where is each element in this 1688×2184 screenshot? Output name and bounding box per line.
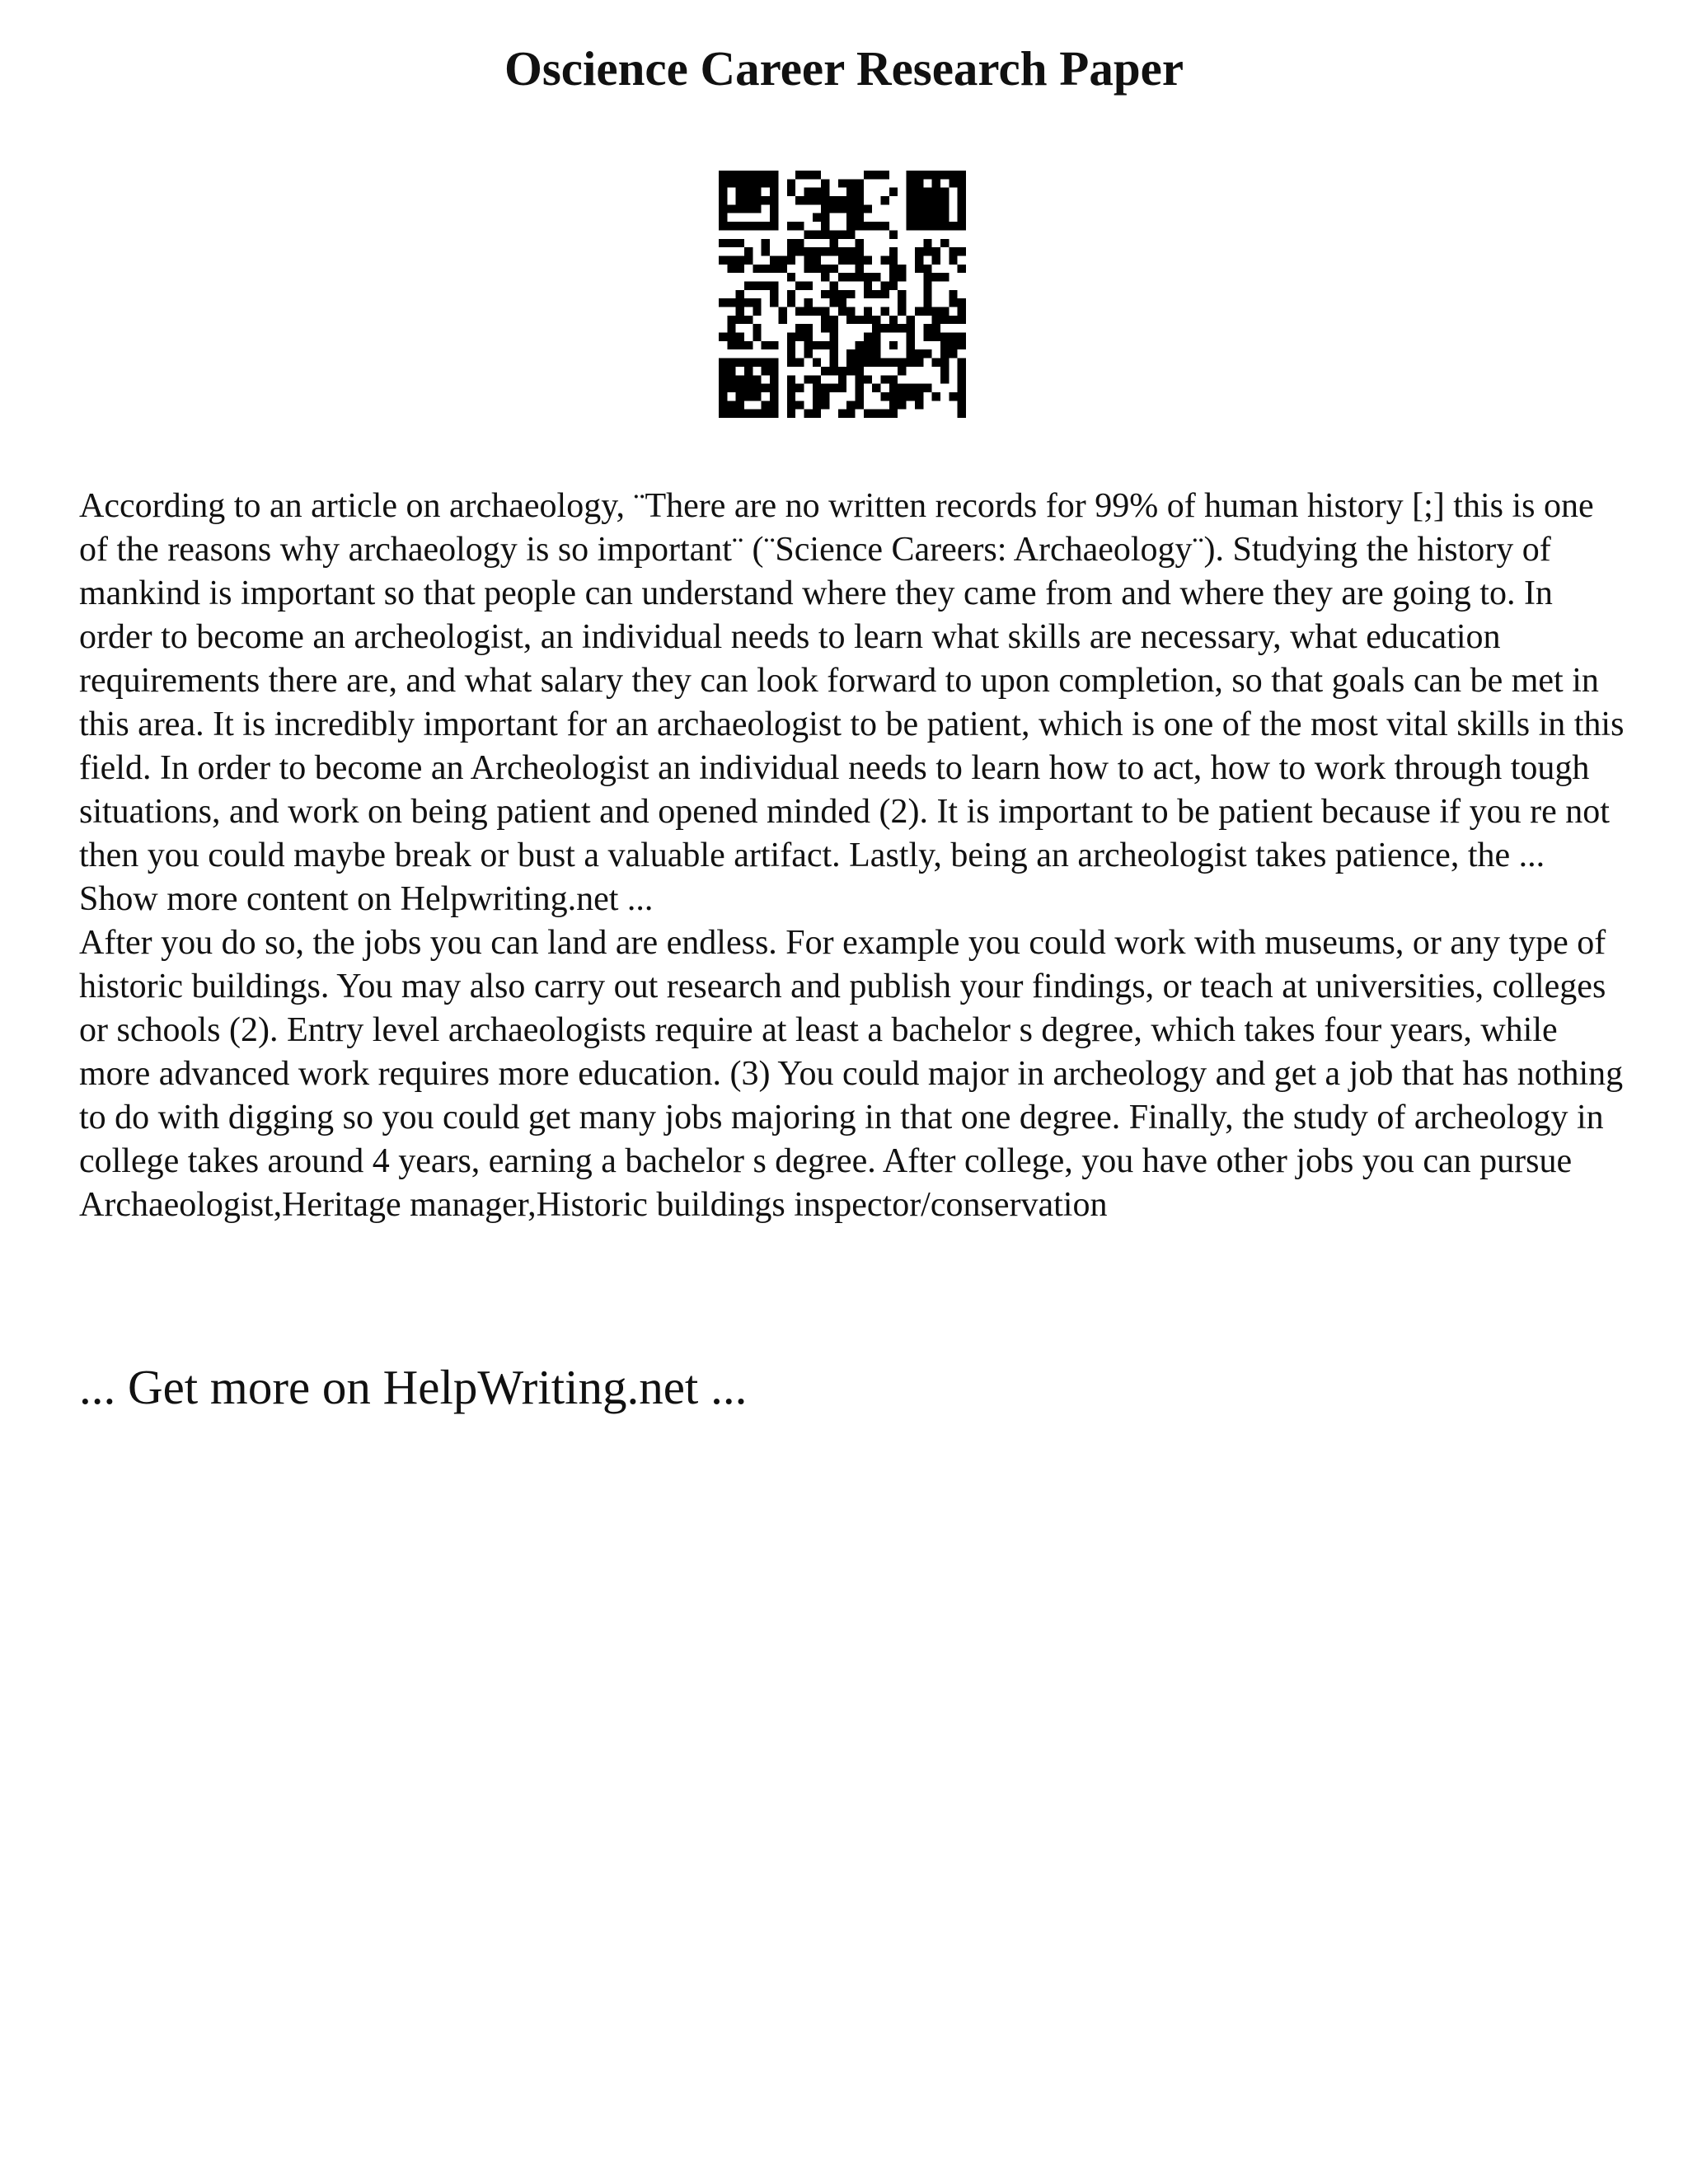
page-title: Oscience Career Research Paper xyxy=(504,41,1184,96)
get-more-link[interactable]: ... Get more on HelpWriting.net ... xyxy=(79,1360,748,1414)
paragraph-2: After you do so, the jobs you can land are endless. For example you could work with museums, or any type of historic buildings. You may also carry out research and publish your findings, or teach at universities, colleges or schools (2). Entry level archaeologists require at least a bachelor s degree, which takes four years, while more advanced work requires more education. (3) You could major in archeology and get a job that has nothing to do with digging so you could get many jobs majoring in that one degree. Finally, the study of archeology in college takes around 4 years, earning a bachelor s degree. After college, you have other jobs you can pursue Archaeologist,Heritage manager,Historic buildings inspector/conservation xyxy=(79,924,1624,1224)
body-text xyxy=(79,485,1629,1227)
paragraph-1: According to an article on archaeology, ¨There are no written records for 99% of human history [;] this is one of the reasons why archaeology is so important¨ (¨Science Careers: Archaeology¨). Studying the history of mankind is important so that people can understand where they came from and where they are going to. In order to become an archeologist, an individual needs to learn what skills are necessary, what education requirements there are, and what salary they can look forward to upon completion, so that goals can be met in this area. It is incredibly important for an archaeologist to be patient, which is one of the most vital skills in this field. In order to become an Archeologist an individual needs to learn how to act, how to work through tough situations, and work on being patient and opened minded (2). It is important to be patient because if you re not then you could maybe break or bust a valuable artifact. Lastly, being an archeologist takes patience, the ... Show more content on Helpwriting.net ... xyxy=(79,487,1625,918)
qr-code-icon xyxy=(719,171,966,418)
